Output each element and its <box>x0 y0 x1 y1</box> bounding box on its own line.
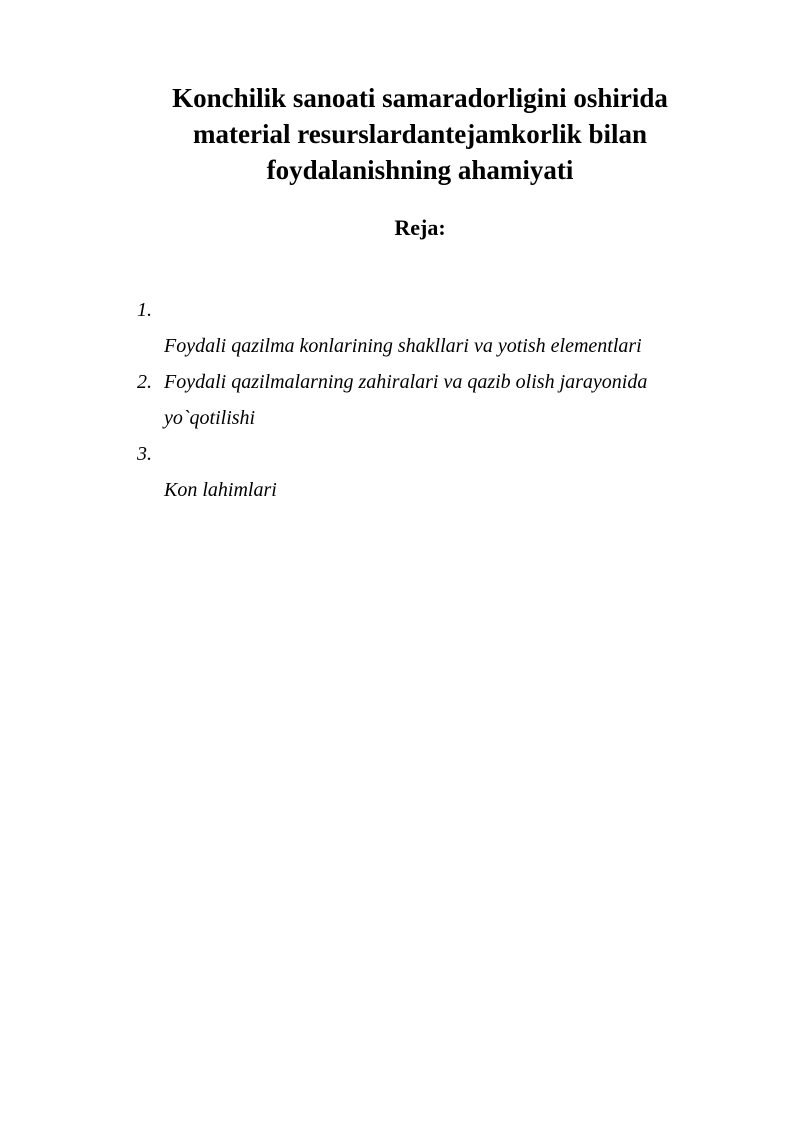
plan-item-line: yo`qotilishi <box>164 407 256 429</box>
plan-item-number: 3. <box>137 443 152 465</box>
plan-heading: Reja: <box>394 215 446 240</box>
plan-list <box>137 292 717 508</box>
plan-item-line: Foydali qazilmalarning zahiralari va qazib olish jarayonida <box>164 371 648 393</box>
plan-item <box>137 436 717 508</box>
plan-item-text <box>164 364 717 436</box>
title-line: Konchilik sanoati samaradorligini oshirida <box>172 83 668 113</box>
plan-item-line: Kon lahimlari <box>164 479 277 501</box>
document-title <box>100 80 740 188</box>
plan-item-line: Foydali qazilma konlarining shakllari va yotish elementlari <box>164 335 642 357</box>
plan-item <box>137 292 717 364</box>
title-line: foydalanishning ahamiyati <box>266 155 574 185</box>
plan-item-text <box>164 328 717 364</box>
title-line: material resurslardantejamkorlik bilan <box>193 119 647 149</box>
plan-item-number: 1. <box>137 299 152 321</box>
plan-item-number: 2. <box>137 371 152 393</box>
plan-item <box>137 364 717 436</box>
plan-item-text <box>164 472 717 508</box>
